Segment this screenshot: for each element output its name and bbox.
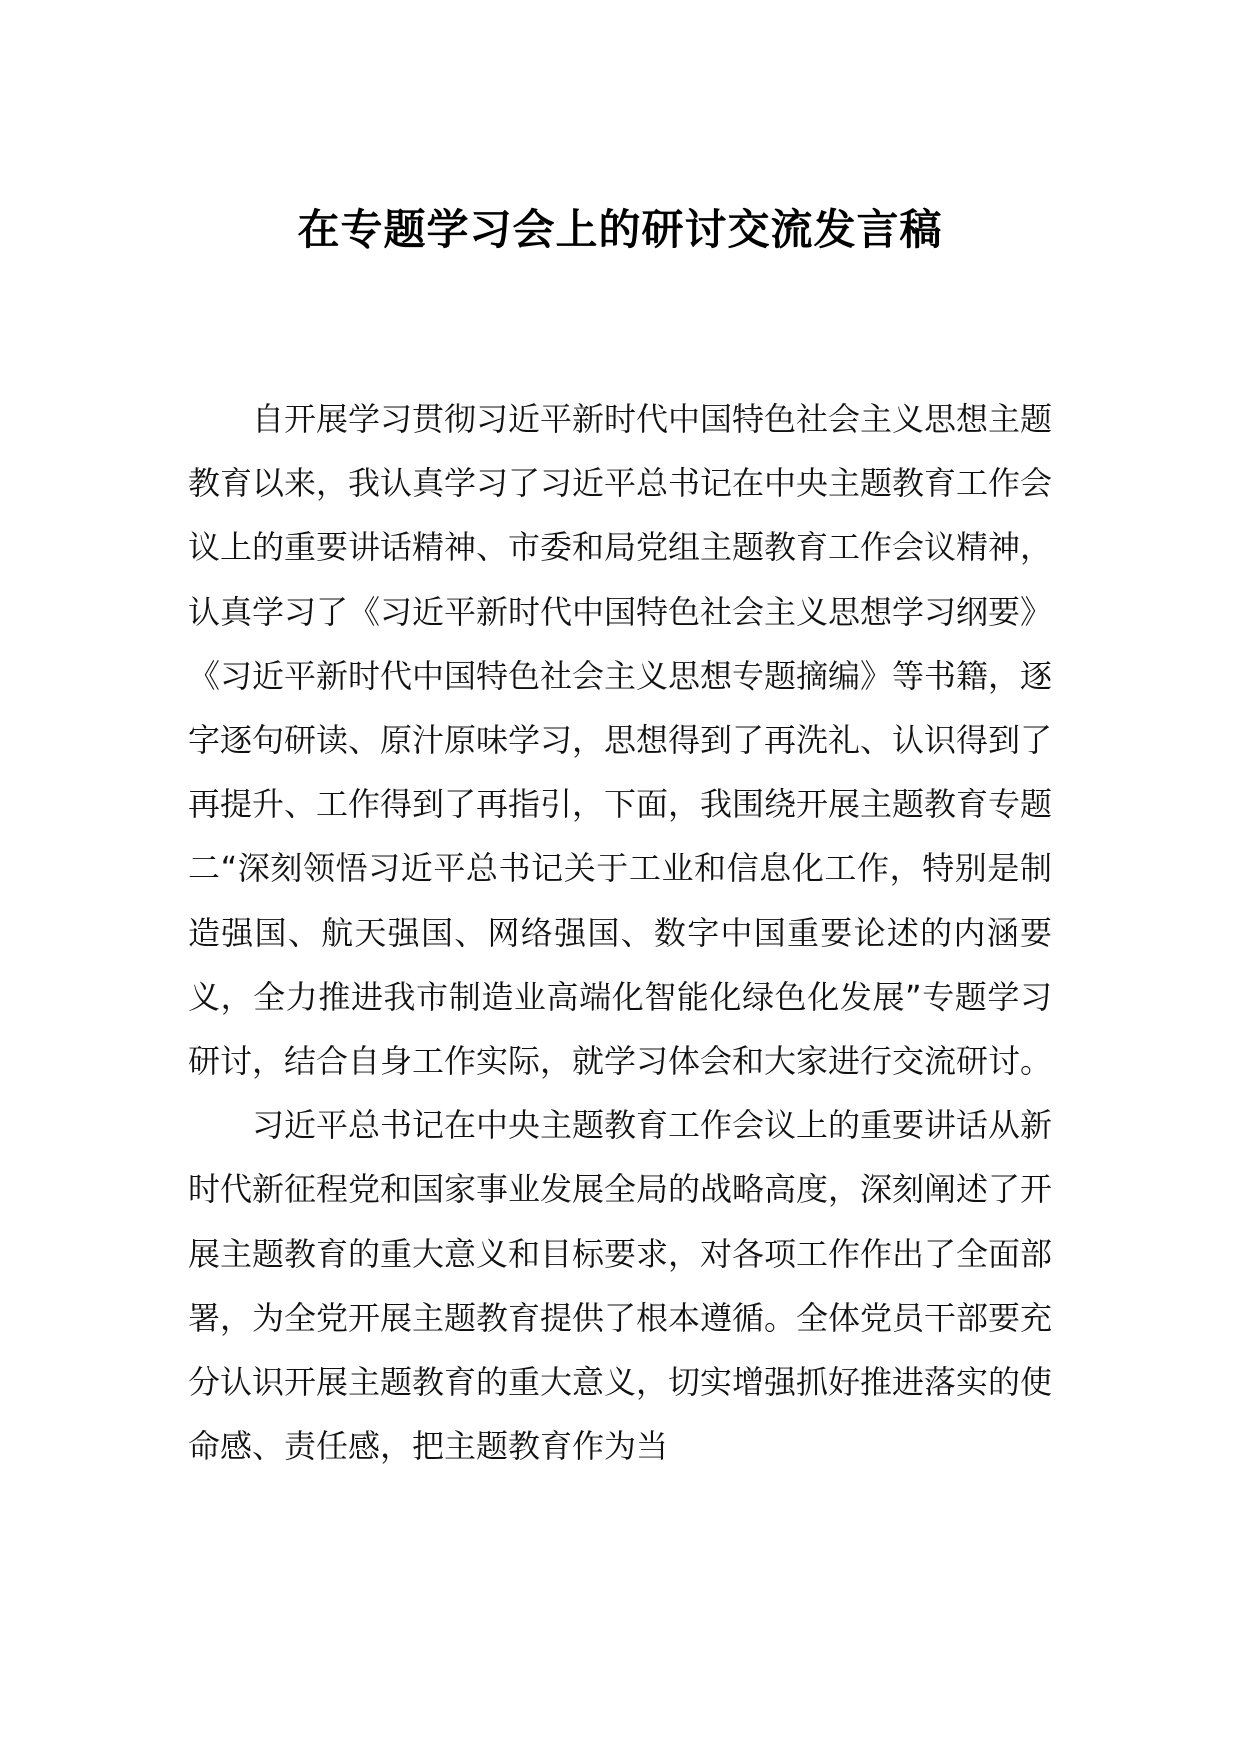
paragraph-1: 自开展学习贯彻习近平新时代中国特色社会主义思想主题教育以来，我认真学习了习近平总书记在中央主题教育工作会议上的重要讲话精神、市委和局党组主题教育工作会议精神，认真学习了《习近平新时代中国特色社会主义思想学习纲要》《习近平新时代中国特色社会主义思想专题摘编》等书籍，逐字逐句研读、原汁原味学习，思想得到了再洗礼、认识得到了再提升、工作得到了再指引，下面，我围绕开展主题教育专题二“深刻领悟习近平总书记关于工业和信息化工作，特别是制造强国、航天强国、网络强国、数字中国重要论述的内涵要义，全力推进我市制造业高端化智能化绿色化发展”专题学习研讨，结合自身工作实际，就学习体会和大家进行交流研讨。 — [188, 400, 1053, 1081]
document-body — [188, 387, 1052, 1478]
paragraph-2: 习近平总书记在中央主题教育工作会议上的重要讲话从新时代新征程党和国家事业发展全局的战略高度，深刻阐述了开展主题教育的重大意义和目标要求，对各项工作作出了全面部署，为全党开展主题教育提供了根本遵循。全体党员干部要充分认识开展主题教育的重大意义，切实增强抓好推进落实的使命感、责任感，把主题教育作为当 — [188, 1106, 1053, 1466]
document-title: 在专题学习会上的研讨交流发言稿 — [297, 205, 943, 254]
